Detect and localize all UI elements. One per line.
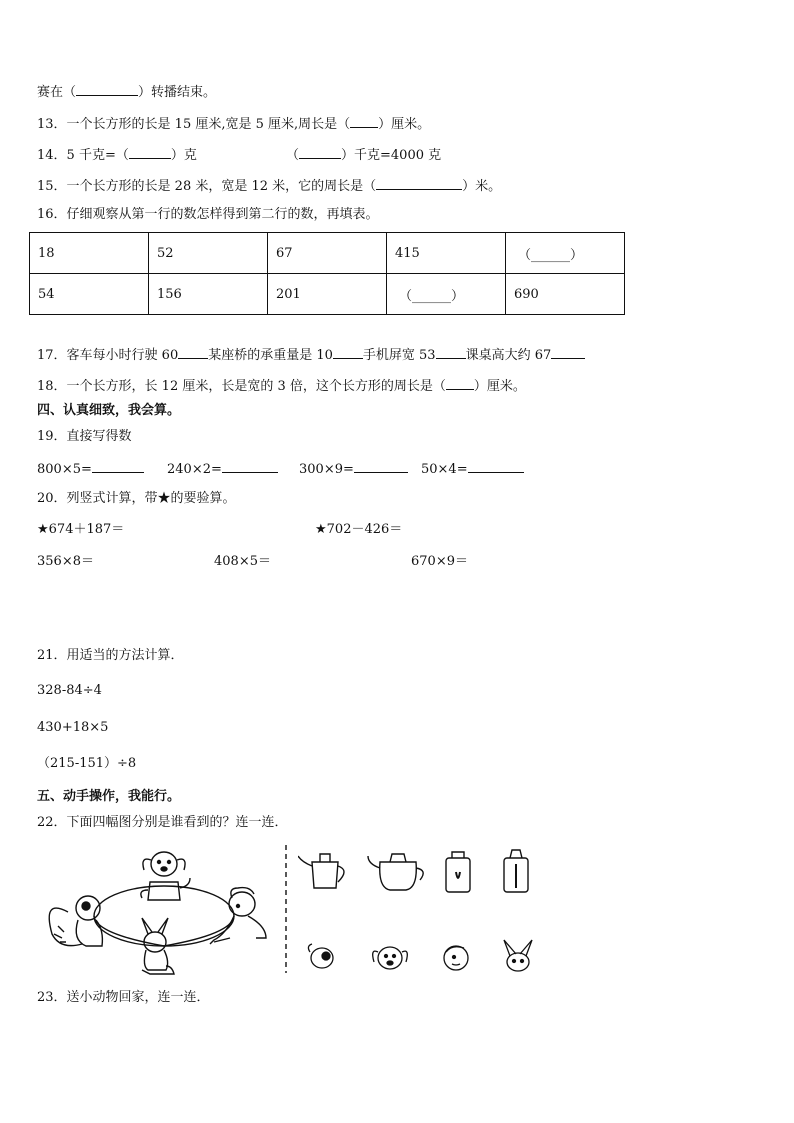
table-cell: 690 xyxy=(506,274,625,315)
question-23: 23．送小动物回家，连一连． xyxy=(37,990,210,1005)
q13-text-post: ）厘米。 xyxy=(378,117,431,132)
question-17 xyxy=(37,346,585,364)
question-21: 21．用适当的方法计算． xyxy=(37,648,184,663)
question-16: 16．仔细观察从第一行的数怎样得到第二行的数，再填表。 xyxy=(37,207,379,222)
q20-item: ★674＋187＝ xyxy=(37,522,125,537)
table-cell-blank[interactable]: （______） xyxy=(387,274,506,315)
question-22: 22．下面四幅图分别是谁看到的？连一连． xyxy=(37,815,288,830)
q12-text-pre: 赛在（ xyxy=(37,85,77,100)
section-5-heading: 五、动手操作，我能行。 xyxy=(37,789,181,804)
teapot-front-view-icon xyxy=(368,854,423,890)
answer-blank[interactable] xyxy=(551,346,585,359)
number-table xyxy=(29,232,625,315)
q14-text-pre: 14．5 千克=（ xyxy=(37,148,129,163)
answer-blank[interactable] xyxy=(299,146,341,159)
q12-tail xyxy=(37,83,216,101)
q20-item: ★702－426＝ xyxy=(315,522,403,537)
q15-text-pre: 15．一个长方形的长是 28 米，宽是 12 米，它的周长是（ xyxy=(37,179,377,194)
q19-item: 800×5= xyxy=(37,460,144,478)
dashed-divider xyxy=(283,845,289,973)
table-cell: 67 xyxy=(268,233,387,274)
teapot-views xyxy=(298,848,536,896)
dog-icon xyxy=(151,852,177,876)
q20-item: 356×8＝ xyxy=(37,554,94,569)
q18-text-pre: 18．一个长方形，长 12 厘米，长是宽的 3 倍，这个长方形的周长是（ xyxy=(37,379,446,394)
q12-text-post: ）转播结束。 xyxy=(138,85,217,100)
table-cell-blank[interactable]: （______） xyxy=(506,233,625,274)
question-15 xyxy=(37,177,501,195)
answer-blank[interactable] xyxy=(350,115,378,128)
q18-text-post: ）厘米。 xyxy=(473,379,526,394)
q19-item: 240×2= xyxy=(167,460,278,478)
table-row xyxy=(30,233,625,274)
teapot-spout-view-icon xyxy=(504,850,528,892)
teapot-side-view-icon xyxy=(298,854,344,888)
q19-item: 50×4= xyxy=(421,460,524,478)
animals-around-table-illustration xyxy=(38,842,273,976)
table-cell: 54 xyxy=(30,274,149,315)
answer-blank[interactable] xyxy=(178,346,208,359)
q13-text-pre: 13．一个长方形的长是 15 厘米,宽是 5 厘米,周长是（ xyxy=(37,117,351,132)
answer-blank[interactable] xyxy=(376,177,462,190)
answer-blank[interactable] xyxy=(468,460,524,473)
answer-blank[interactable] xyxy=(76,83,138,96)
monkey-icon xyxy=(229,892,255,916)
question-14-right xyxy=(286,146,441,164)
table-cell: 156 xyxy=(149,274,268,315)
table-cell: 415 xyxy=(387,233,506,274)
q20-item: 670×9＝ xyxy=(411,554,468,569)
q19-item: 300×9= xyxy=(299,460,408,478)
q17-part-c: 手机屏宽 53 xyxy=(362,348,436,363)
question-13 xyxy=(37,115,430,133)
q14-right-post: ）千克=4000 克 xyxy=(341,148,442,163)
dog-head-icon xyxy=(373,947,408,969)
table-cell: 18 xyxy=(30,233,149,274)
table-cell: 201 xyxy=(268,274,387,315)
q21-item: （215-151）÷8 xyxy=(37,756,137,771)
answer-blank[interactable] xyxy=(92,460,144,473)
answer-blank[interactable] xyxy=(354,460,408,473)
rabbit-head-icon xyxy=(504,940,532,971)
q21-item: 328-84÷4 xyxy=(37,683,102,698)
table-cell: 52 xyxy=(149,233,268,274)
q17-part-d: 课桌高大约 67 xyxy=(465,348,552,363)
q14-text-post: ）克 xyxy=(170,148,197,163)
table-row xyxy=(30,274,625,315)
squirrel-head-icon xyxy=(308,944,333,968)
q21-item: 430+18×5 xyxy=(37,720,109,735)
section-4-heading: 四、认真细致，我会算。 xyxy=(37,403,181,418)
answer-blank[interactable] xyxy=(436,346,466,359)
monkey-head-icon xyxy=(444,946,468,970)
answer-blank[interactable] xyxy=(446,377,474,390)
q15-text-post: ）米。 xyxy=(462,179,502,194)
rabbit-icon xyxy=(144,932,166,952)
teapot-icon xyxy=(148,882,180,900)
teapot-back-view-icon xyxy=(446,852,470,892)
question-20: 20．列竖式计算，带★的要验算。 xyxy=(37,491,236,506)
q17-part-b: 某座桥的承重量是 10 xyxy=(208,348,333,363)
answer-blank[interactable] xyxy=(129,146,171,159)
answer-blank[interactable] xyxy=(222,460,278,473)
q14-right-pre: （ xyxy=(286,148,300,163)
answer-blank[interactable] xyxy=(333,346,363,359)
q17-part-a: 17．客车每小时行驶 60 xyxy=(37,348,179,363)
animal-heads xyxy=(304,938,534,974)
q20-item: 408×5＝ xyxy=(214,554,271,569)
question-19: 19．直接写得数 xyxy=(37,429,132,444)
question-14-left xyxy=(37,146,197,164)
question-18 xyxy=(37,377,526,395)
